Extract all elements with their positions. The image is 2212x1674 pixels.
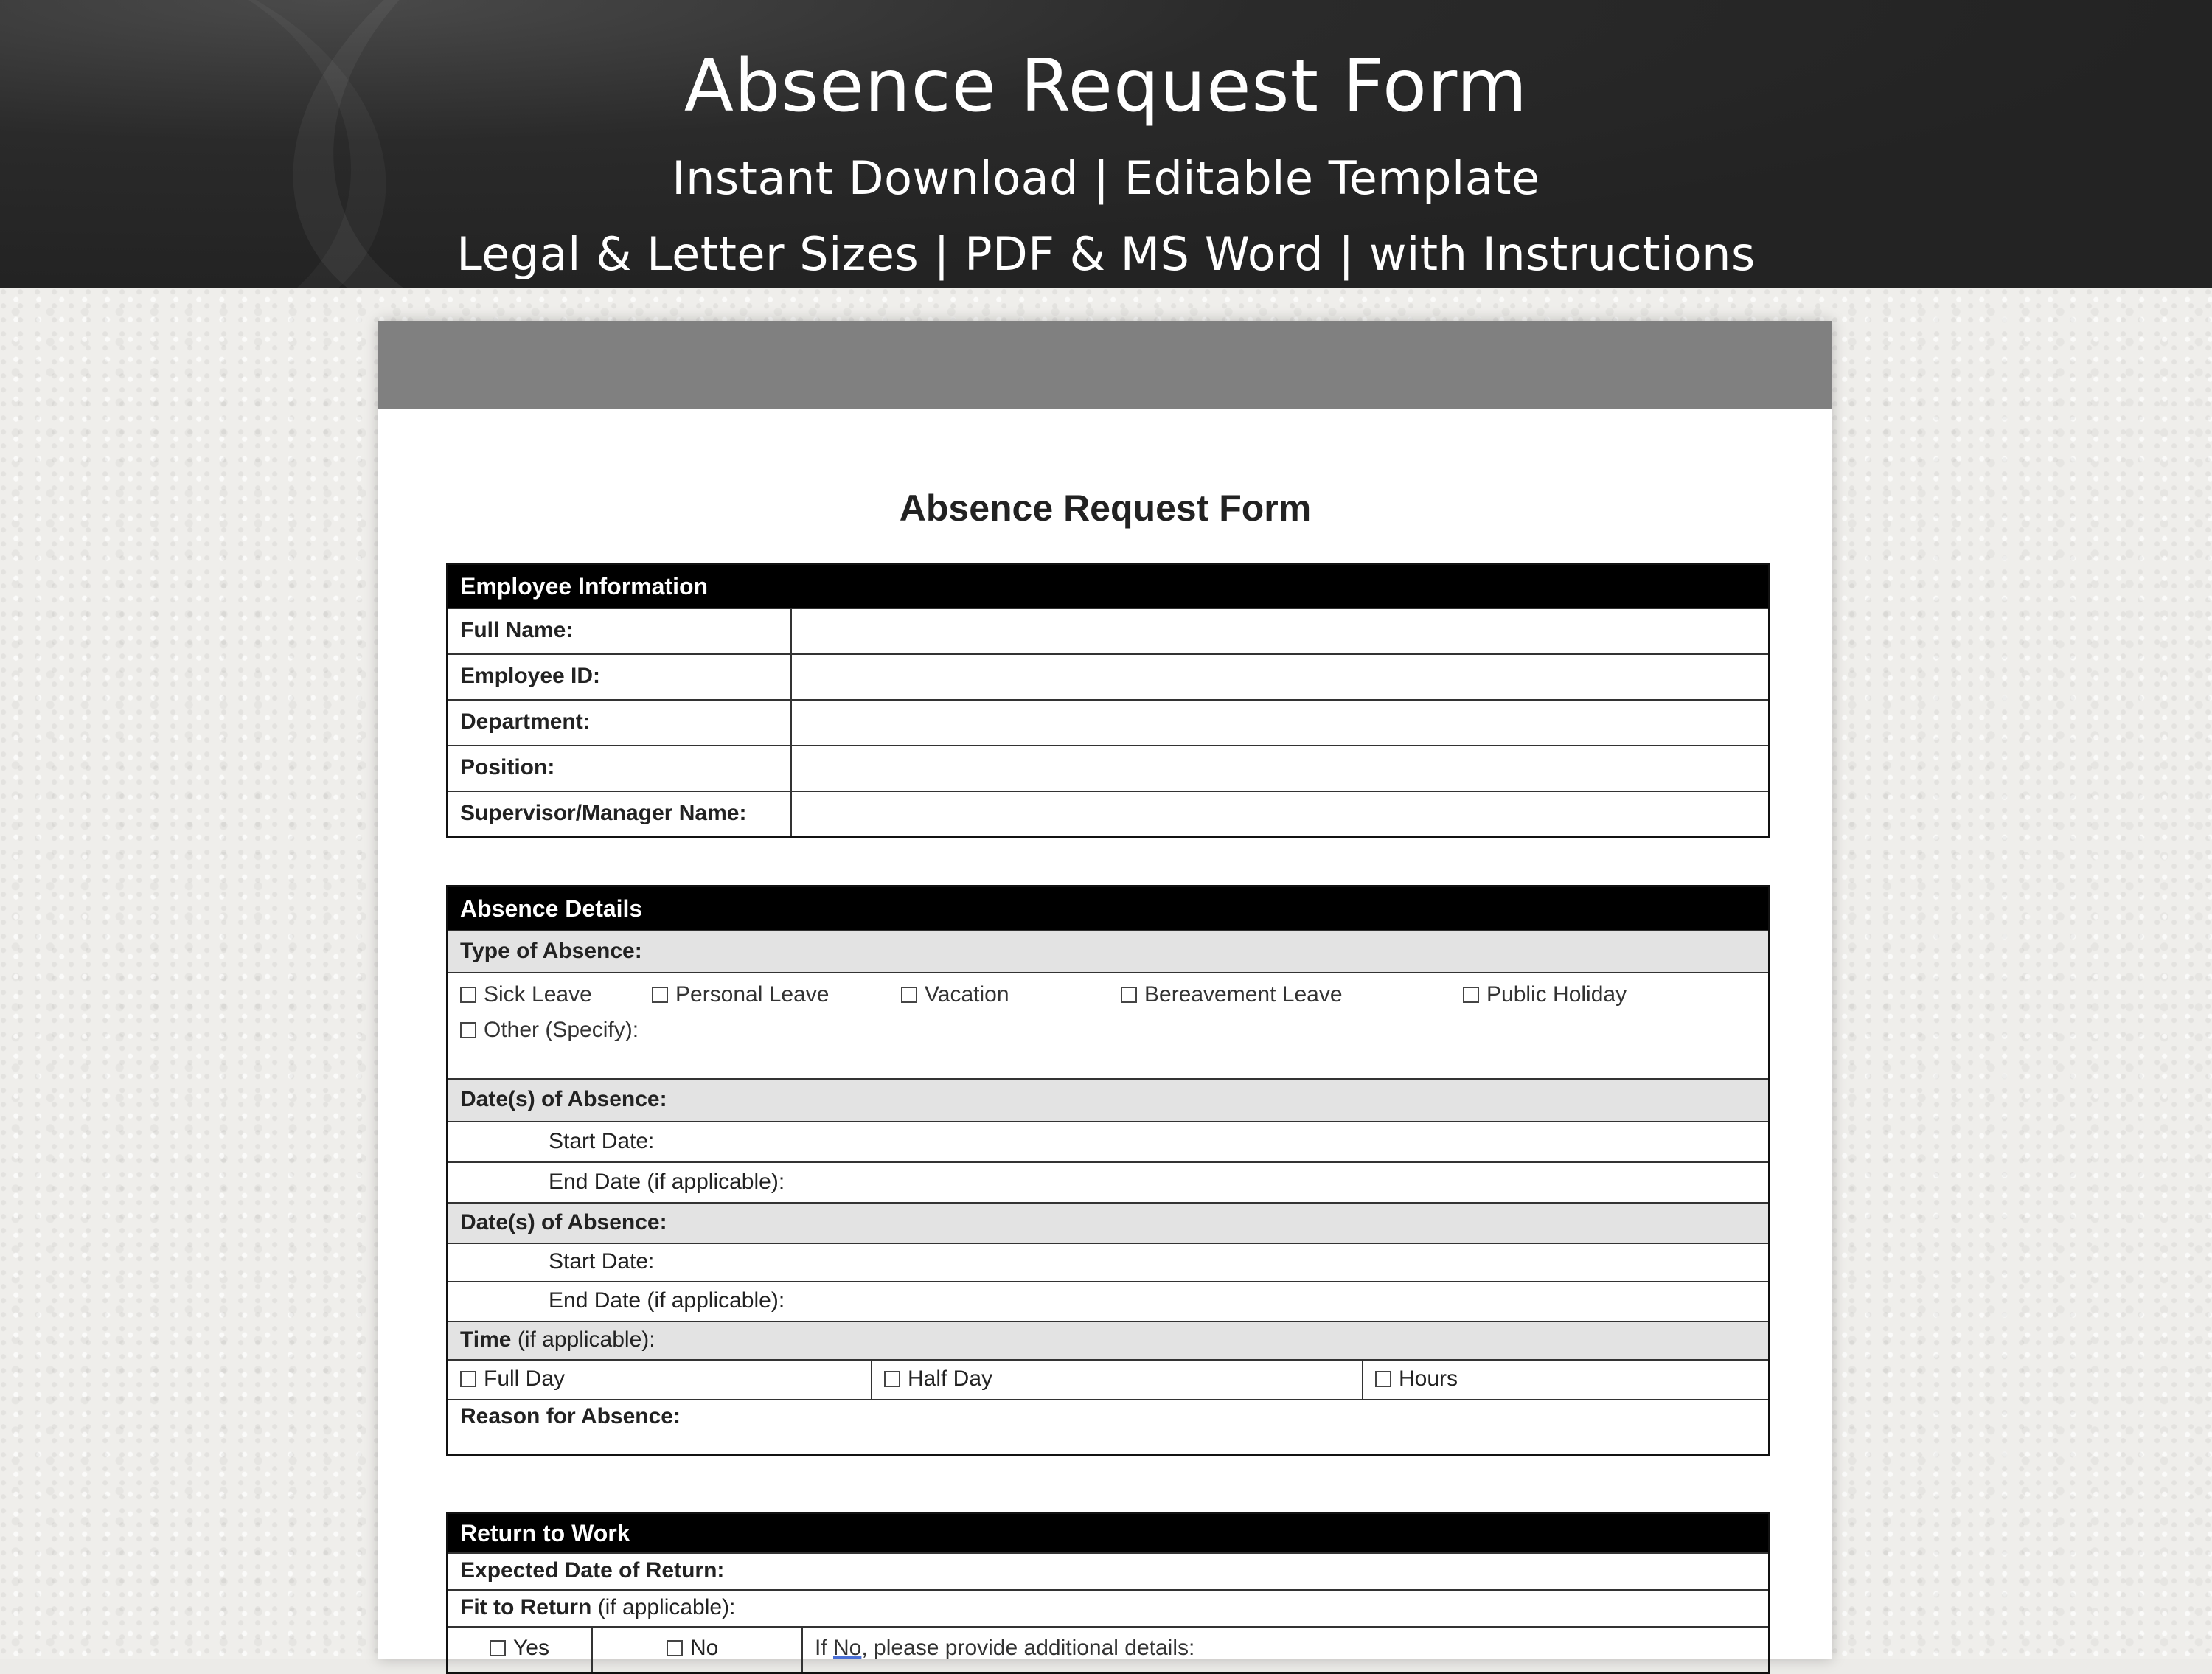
dates-of-absence-label: Date(s) of Absence:	[448, 1202, 1768, 1243]
section-header: Employee Information	[448, 565, 1768, 608]
time-label-row	[448, 1321, 1768, 1359]
checkbox-icon	[460, 1022, 476, 1038]
form-page	[378, 321, 1832, 1659]
checkbox-icon	[1375, 1371, 1391, 1387]
employee-id-field[interactable]	[792, 655, 1768, 699]
position-field[interactable]	[792, 746, 1768, 791]
banner-subtitle-1: Instant Download | Editable Template	[672, 151, 1540, 205]
checkbox-icon	[667, 1640, 683, 1656]
document-title: Absence Request Form	[899, 487, 1312, 529]
checkbox-icon	[1121, 987, 1137, 1003]
employee-info-section	[446, 563, 1770, 838]
field-label: Department:	[448, 701, 792, 745]
fit-to-return-label: Fit to Return	[460, 1595, 592, 1619]
section-header: Absence Details	[448, 887, 1768, 930]
end-date-field[interactable]: End Date (if applicable):	[448, 1281, 1768, 1321]
form-row	[448, 745, 1768, 791]
fit-options-row	[448, 1626, 1768, 1672]
form-row	[448, 791, 1768, 836]
end-date-field[interactable]: End Date (if applicable):	[448, 1161, 1768, 1202]
public-holiday-checkbox[interactable]: Public Holiday	[1463, 982, 1627, 1007]
section-header: Return to Work	[448, 1514, 1768, 1552]
checkbox-icon	[460, 987, 476, 1003]
fit-to-return-note: (if applicable):	[597, 1595, 736, 1619]
hours-checkbox[interactable]: Hours	[1363, 1361, 1768, 1399]
full-day-checkbox[interactable]: Full Day	[448, 1361, 872, 1399]
vacation-checkbox[interactable]: Vacation	[901, 982, 1009, 1007]
full-name-field[interactable]	[792, 609, 1768, 653]
reason-label: Reason for Absence:	[460, 1404, 681, 1428]
banner	[0, 0, 2212, 288]
time-note: (if applicable):	[517, 1327, 655, 1352]
bereavement-leave-checkbox[interactable]: Bereavement Leave	[1121, 982, 1343, 1007]
start-date-field[interactable]: Start Date:	[448, 1243, 1768, 1281]
type-of-absence-label: Type of Absence:	[448, 930, 1768, 972]
checkbox-icon	[901, 987, 917, 1003]
supervisor-name-field[interactable]	[792, 792, 1768, 836]
personal-leave-checkbox[interactable]: Personal Leave	[652, 982, 829, 1007]
reason-field[interactable]	[448, 1399, 1768, 1463]
banner-title: Absence Request Form	[684, 44, 1528, 128]
absence-details-section	[446, 885, 1770, 1456]
checkbox-icon	[460, 1371, 476, 1387]
field-label: Full Name:	[448, 609, 792, 653]
half-day-checkbox[interactable]: Half Day	[872, 1361, 1363, 1399]
checkbox-icon	[884, 1371, 900, 1387]
return-to-work-section	[446, 1512, 1770, 1674]
banner-subtitle-2: Legal & Letter Sizes | PDF & MS Word | with Instructions	[456, 227, 1756, 281]
checkbox-icon	[652, 987, 668, 1003]
start-date-field[interactable]: Start Date:	[448, 1121, 1768, 1161]
form-row	[448, 608, 1768, 653]
fit-to-return-row	[448, 1589, 1768, 1626]
sick-leave-checkbox[interactable]: Sick Leave	[460, 982, 592, 1007]
yes-checkbox[interactable]: Yes	[448, 1628, 593, 1672]
field-label: Supervisor/Manager Name:	[448, 792, 792, 836]
time-options-row	[448, 1359, 1768, 1399]
expected-return-field[interactable]: Expected Date of Return:	[448, 1552, 1768, 1589]
no-checkbox[interactable]: No	[593, 1628, 803, 1672]
page-header-band	[378, 321, 1832, 409]
checkbox-icon	[490, 1640, 506, 1656]
additional-details-field[interactable]: If No, please provide additional details:	[815, 1636, 1195, 1660]
other-checkbox[interactable]: Other (Specify):	[460, 1018, 639, 1043]
form-row	[448, 653, 1768, 699]
dates-of-absence-label: Date(s) of Absence:	[448, 1078, 1768, 1121]
time-label: Time	[460, 1327, 512, 1352]
absence-type-options	[448, 972, 1768, 1078]
field-label: Position:	[448, 746, 792, 791]
field-label: Employee ID:	[448, 655, 792, 699]
form-row	[448, 699, 1768, 745]
checkbox-icon	[1463, 987, 1479, 1003]
department-field[interactable]	[792, 701, 1768, 745]
